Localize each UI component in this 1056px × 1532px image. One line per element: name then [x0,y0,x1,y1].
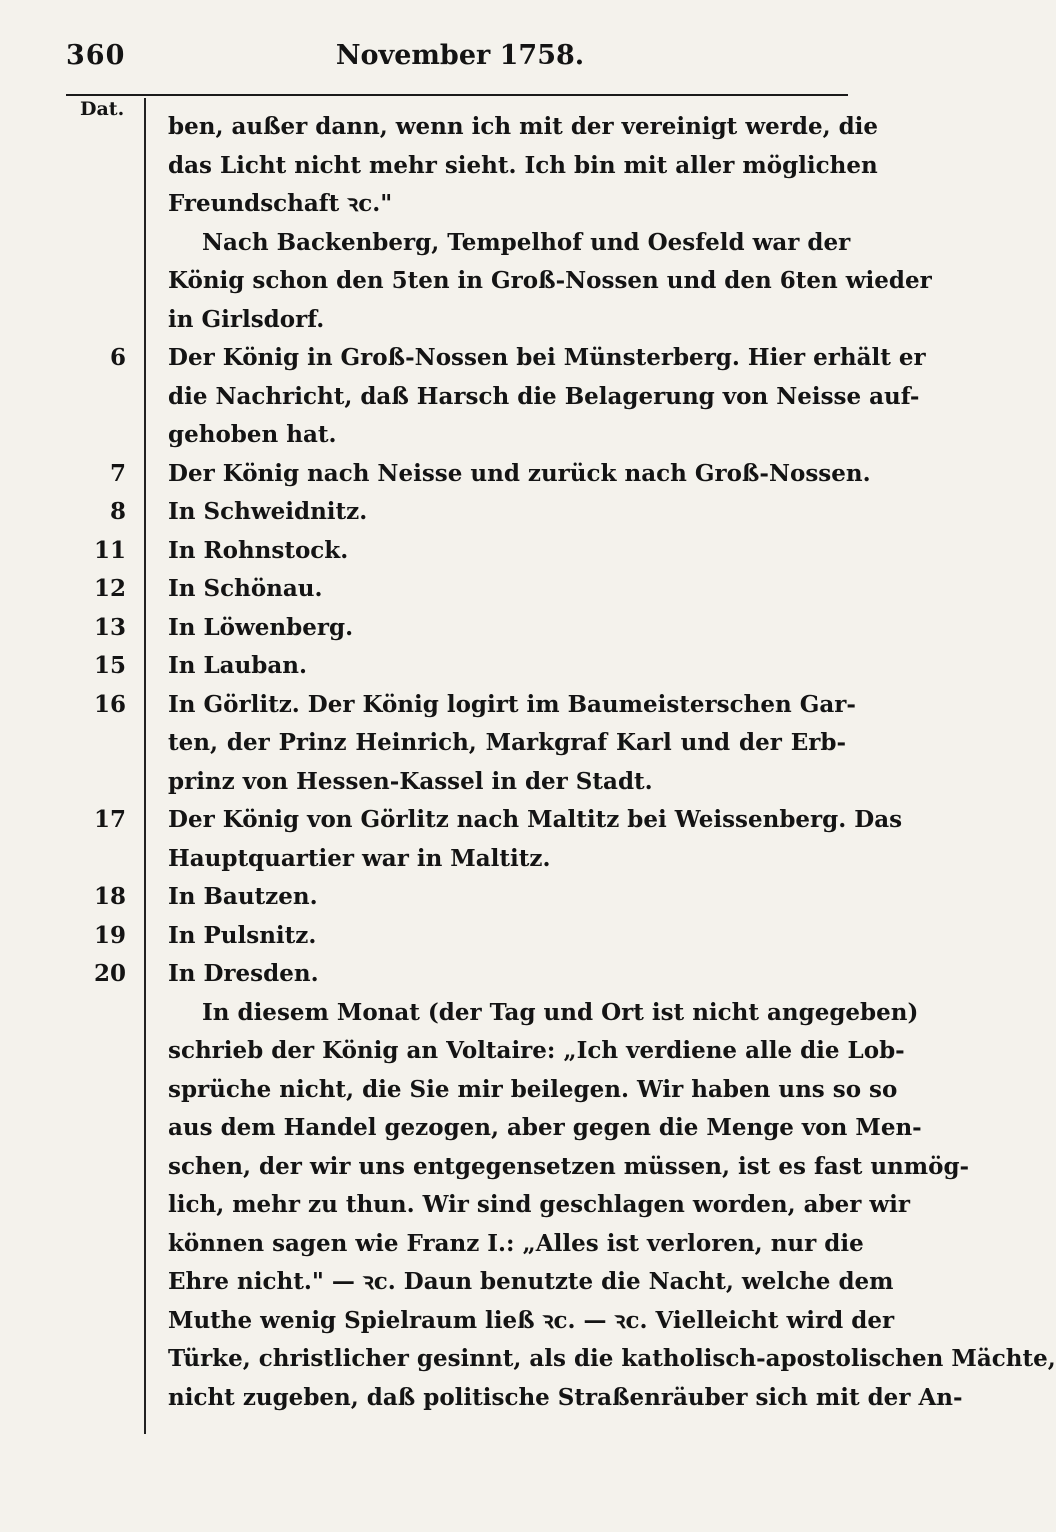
text-line: In Pulsnitz. [168,921,317,949]
date-column-rule [144,98,146,1434]
text-line: König schon den 5ten in Groß-Nossen und den 6ten wieder [168,267,932,294]
day-number: 12 [93,575,126,602]
text-line: nicht zugeben, daß politische Straßenräuber sich mit der An- [168,1383,963,1411]
text-line: In Bautzen. [168,883,318,910]
day-number: 6 [109,344,126,371]
header-rule [66,94,848,96]
day-number: 18 [93,883,126,910]
text-line: schrieb der König an Voltaire: „Ich verdiene alle die Lob- [168,1037,905,1064]
day-number: 16 [93,690,126,718]
text-line: die Nachricht, daß Harsch die Belagerung von Neisse auf- [168,382,920,410]
day-number: 17 [93,806,126,833]
text-line: Ehre nicht." — ꝛc. Daun benutzte die Nacht, welche dem [168,1268,894,1295]
text-line: prinz von Hessen-Kassel in der Stadt. [168,767,653,795]
day-number: 13 [93,613,126,641]
text-line: Türke, christlicher gesinnt, als die katholisch-apostolischen Mächte, [168,1345,1056,1372]
text-line: Nach Backenberg, Tempelhof und Oesfeld war der [202,228,851,256]
text-line: schen, der wir uns entgegensetzen müssen, ist es fast unmög- [168,1152,970,1180]
running-head: November 1758. [335,40,585,71]
text-line: Der König in Groß-Nossen bei Münsterberg. Hier erhält er [168,344,926,371]
text-line: ben, außer dann, wenn ich mit der vereinigt werde, die [168,113,879,140]
day-number: 20 [93,960,126,987]
text-line: können sagen wie Franz I.: „Alles ist verloren, nur die [168,1229,864,1257]
text-line: Freundschaft ꝛc." [168,190,393,217]
text-line: gehoben hat. [168,421,337,448]
text-line: In Lauban. [168,652,307,679]
day-number: 15 [93,652,126,679]
text-line: In Schönau. [168,575,323,602]
text-line: Der König nach Neisse und zurück nach Groß-Nossen. [168,459,871,487]
text-line: Muthe wenig Spielraum ließ ꝛc. — ꝛc. Vielleicht wird der [168,1306,895,1334]
text-line: aus dem Handel gezogen, aber gegen die Menge von Men- [168,1114,922,1141]
day-number: 19 [93,921,126,949]
text-line: In Schweidnitz. [168,498,368,525]
text-line: In Dresden. [168,960,319,987]
text-line: In diesem Monat (der Tag und Ort ist nicht angegeben) [202,998,919,1026]
text-line: ten, der Prinz Heinrich, Markgraf Karl und der Erb- [168,729,846,756]
text-line: das Licht nicht mehr sieht. Ich bin mit aller möglichen [168,151,878,179]
text-line: in Girlsdorf. [168,305,325,333]
text-line: Der König von Görlitz nach Maltitz bei Weissenberg. Das [168,806,903,833]
day-number: 11 [93,536,126,564]
text-line: sprüche nicht, die Sie mir beilegen. Wir haben uns so so [168,1075,898,1103]
text-line: In Löwenberg. [168,613,354,641]
text-line: lich, mehr zu thun. Wir sind geschlagen worden, aber wir [168,1191,910,1218]
text-line: Hauptquartier war in Maltitz. [168,844,551,872]
page-number: 360 [66,40,126,71]
text-line: In Rohnstock. [168,536,349,564]
text-line: In Görlitz. Der König logirt im Baumeisterschen Gar- [168,690,856,718]
date-column-label: Dat. [80,98,125,120]
day-number: 8 [109,498,126,525]
day-number: 7 [109,459,126,487]
